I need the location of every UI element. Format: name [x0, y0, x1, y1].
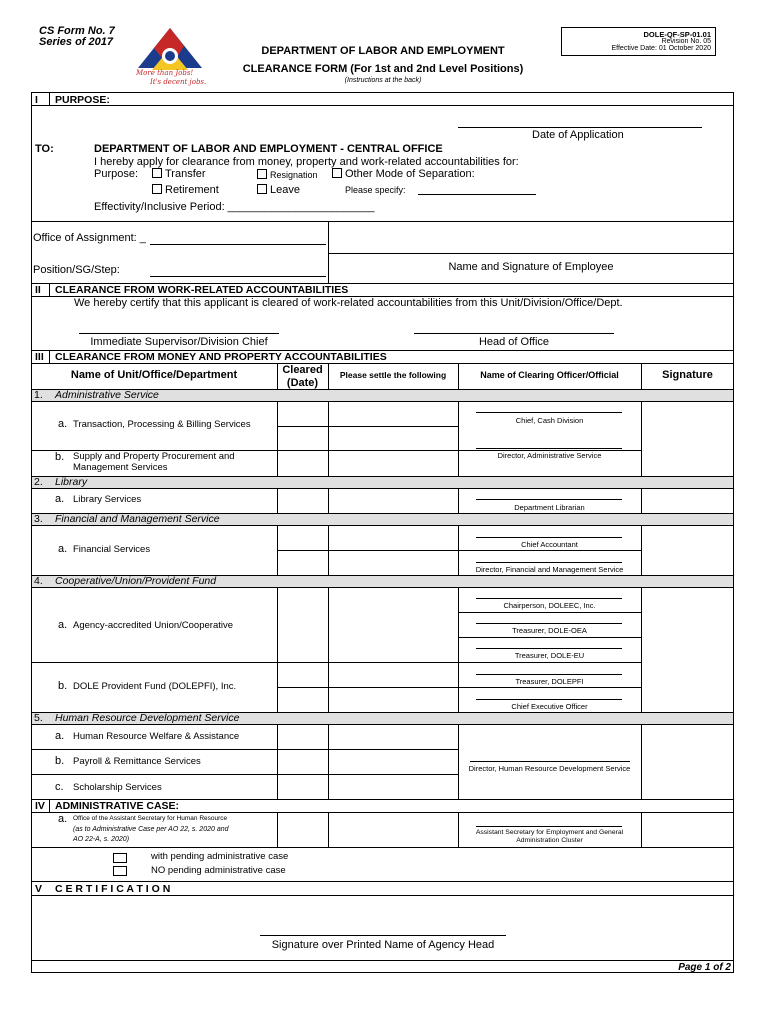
date-application-label: Date of Application — [532, 129, 624, 141]
checkbox-icon[interactable] — [152, 184, 162, 194]
row-1a-letter: a. — [58, 418, 68, 430]
section-iii-title: CLEARANCE FROM MONEY AND PROPERTY ACCOUNTABILITIES — [55, 351, 387, 363]
pending-case-label: with pending administrative case — [151, 851, 289, 862]
row-1b-label-1: Supply and Property Procurement and — [73, 451, 235, 462]
apply-statement: I hereby apply for clearance from money, property and work-related accountabilities for: — [94, 156, 519, 168]
employee-signature-label: Name and Signature of Employee — [448, 261, 614, 273]
option-resignation[interactable] — [257, 169, 318, 180]
option-resignation-label: Resignation — [270, 170, 318, 180]
certification-title: C E R T I F I C A T I O N — [55, 883, 171, 895]
option-other-mode[interactable] — [332, 168, 475, 180]
option-transfer-label: Transfer — [165, 168, 206, 180]
head-office-label: Head of Office — [478, 336, 550, 348]
purpose-label: Purpose: — [94, 168, 139, 180]
officer-admin: Director, Administrative Service — [497, 451, 602, 460]
option-retirement-label: Retirement — [165, 184, 219, 196]
section-iv-title: ADMINISTRATIVE CASE: — [55, 800, 180, 812]
col-cleared-date-header: (Date) — [286, 377, 319, 389]
row-5c-letter: c. — [55, 781, 64, 793]
officer-asec-2: Administration Cluster — [516, 837, 583, 844]
officer-librarian: Department Librarian — [514, 503, 585, 512]
please-specify-label: Please specify: — [345, 185, 406, 195]
section-iii-number: III — [35, 351, 44, 363]
col-unit-header: Name of Unit/Office/Department — [70, 369, 238, 381]
option-retirement[interactable] — [152, 184, 219, 196]
group-2-number: 2. — [34, 476, 43, 488]
asec-hr-line-3: AO 22-A, s. 2020) — [73, 836, 130, 843]
work-certify-text: We hereby certify that this applicant is cleared of work-related accountabilities from this Unit/Division/Office/Dept. — [74, 297, 623, 309]
row-1a-label: Transaction, Processing & Billing Services — [73, 419, 251, 430]
group-2-title: Library — [55, 476, 88, 488]
checkbox-icon[interactable] — [152, 168, 162, 178]
group-4-title: Cooperative/Union/Provident Fund — [55, 575, 217, 587]
department-name: DEPARTMENT OF LABOR AND EMPLOYMENT — [261, 45, 505, 57]
row-4a-letter: a. — [58, 619, 68, 631]
effectivity-period[interactable]: Effectivity/Inclusive Period: ________________________ — [94, 201, 375, 213]
position-label: Position/SG/Step: — [33, 264, 120, 276]
checkbox-icon[interactable] — [257, 184, 267, 194]
officer-oea: Treasurer, DOLE-OEA — [512, 626, 587, 635]
revision-no: Revision No. 05 — [661, 38, 711, 45]
no-pending-case-checkbox[interactable] — [113, 866, 127, 876]
office-assignment-label: Office of Assignment: _ — [33, 232, 146, 244]
office-assignment-line[interactable] — [150, 244, 326, 245]
officer-asec-1: Assistant Secretary for Employment and General — [475, 829, 624, 836]
option-transfer[interactable] — [152, 168, 206, 180]
section-i-number: I — [35, 94, 38, 106]
agency-head-signature-line[interactable] — [260, 935, 506, 936]
pending-case-checkbox[interactable] — [113, 853, 127, 863]
row-5a-label: Human Resource Welfare & Assistance — [73, 731, 240, 742]
logo-tagline-1: More than Jobs! — [136, 69, 194, 77]
to-office: DEPARTMENT OF LABOR AND EMPLOYMENT - CENTRAL OFFICE — [94, 143, 443, 155]
option-other-label: Other Mode of Separation: — [345, 168, 475, 180]
group-1-number: 1. — [34, 389, 43, 401]
group-3-title: Financial and Management Service — [55, 513, 220, 525]
purpose-heading: PURPOSE: — [55, 94, 110, 106]
option-leave[interactable] — [257, 184, 300, 196]
checkbox-icon[interactable] — [257, 169, 267, 179]
row-5b-label: Payroll & Remittance Services — [73, 756, 201, 767]
to-label: TO: — [35, 143, 54, 155]
group-5-number: 5. — [34, 712, 43, 724]
row-3a-label: Financial Services — [73, 544, 151, 555]
head-office-signature-line[interactable] — [414, 333, 614, 334]
section-iv-number: IV — [35, 800, 45, 812]
row-2a-letter: a. — [55, 493, 65, 505]
group-5-title: Human Resource Development Service — [55, 712, 240, 724]
officer-cash: Chief, Cash Division — [515, 416, 584, 425]
row-4b-letter: b. — [58, 680, 68, 692]
form-title: CLEARANCE FORM (For 1st and 2nd Level Positions) — [242, 63, 524, 75]
officer-fms: Director, Financial and Management Service — [475, 565, 624, 574]
no-pending-case-label: NO pending administrative case — [151, 865, 286, 876]
page-number: Page 1 of 2 — [678, 962, 731, 973]
asec-hr-line-1: Office of the Assistant Secretary for Human Resource — [73, 815, 228, 822]
row-1b-letter: b. — [55, 451, 65, 463]
group-3-number: 3. — [34, 513, 43, 525]
row-5a-letter: a. — [55, 730, 65, 742]
please-specify-line[interactable] — [418, 194, 536, 195]
section-ii-title: CLEARANCE FROM WORK-RELATED ACCOUNTABILITIES — [55, 284, 349, 296]
position-line[interactable] — [150, 276, 326, 277]
supervisor-label: Immediate Supervisor/Division Chief — [90, 336, 268, 348]
officer-eu: Treasurer, DOLE-EU — [514, 651, 585, 660]
doc-code: DOLE-QF-SP-01.01 — [643, 30, 711, 39]
officer-accountant: Chief Accountant — [521, 540, 578, 549]
section-v-number: V — [35, 883, 43, 895]
cs-form-number: CS Form No. 7 — [39, 25, 115, 37]
col-official-header: Name of Clearing Officer/Official — [480, 370, 619, 380]
row-4a-label: Agency-accredited Union/Cooperative — [73, 620, 234, 631]
officer-hrds: Director, Human Resource Development Service — [468, 764, 631, 773]
supervisor-signature-line[interactable] — [79, 333, 279, 334]
group-1-title: Administrative Service — [55, 389, 159, 401]
instructions-note: (Instructions at the back) — [344, 77, 422, 84]
row-5c-label: Scholarship Services — [73, 782, 162, 793]
asec-hr-line-2: (as to Administrative Case per AO 22, s. 2020 and — [73, 826, 229, 833]
document-code-box — [561, 27, 716, 56]
date-application-line[interactable] — [458, 127, 702, 128]
row-1b-label-2: Management Services — [73, 462, 168, 473]
option-leave-label: Leave — [270, 184, 300, 196]
officer-pfi: Treasurer, DOLEPFI — [515, 677, 584, 686]
col-signature-header: Signature — [662, 369, 713, 381]
row-4b-label: DOLE Provident Fund (DOLEPFI), Inc. — [73, 681, 237, 692]
officer-ceo: Chief Executive Officer — [511, 702, 588, 711]
row-3a-letter: a. — [58, 543, 68, 555]
logo-tagline-2: It's decent jobs. — [150, 78, 207, 86]
row-5b-letter: b. — [55, 755, 65, 767]
group-4-number: 4. — [34, 575, 43, 587]
col-cleared-header: Cleared — [282, 364, 323, 376]
officer-doleec: Chairperson, DOLEEC, Inc. — [503, 601, 596, 610]
effective-date: Effective Date: 01 October 2020 — [611, 45, 711, 52]
agency-head-label: Signature over Printed Name of Agency Head — [271, 939, 495, 951]
section-ii-number: II — [35, 284, 41, 296]
col-settle-header: Please settle the following — [339, 370, 447, 380]
row-2a-label: Library Services — [73, 494, 142, 505]
checkbox-icon[interactable] — [332, 168, 342, 178]
series-year: Series of 2017 — [39, 36, 113, 48]
row-iv-a-letter: a. — [58, 813, 68, 825]
